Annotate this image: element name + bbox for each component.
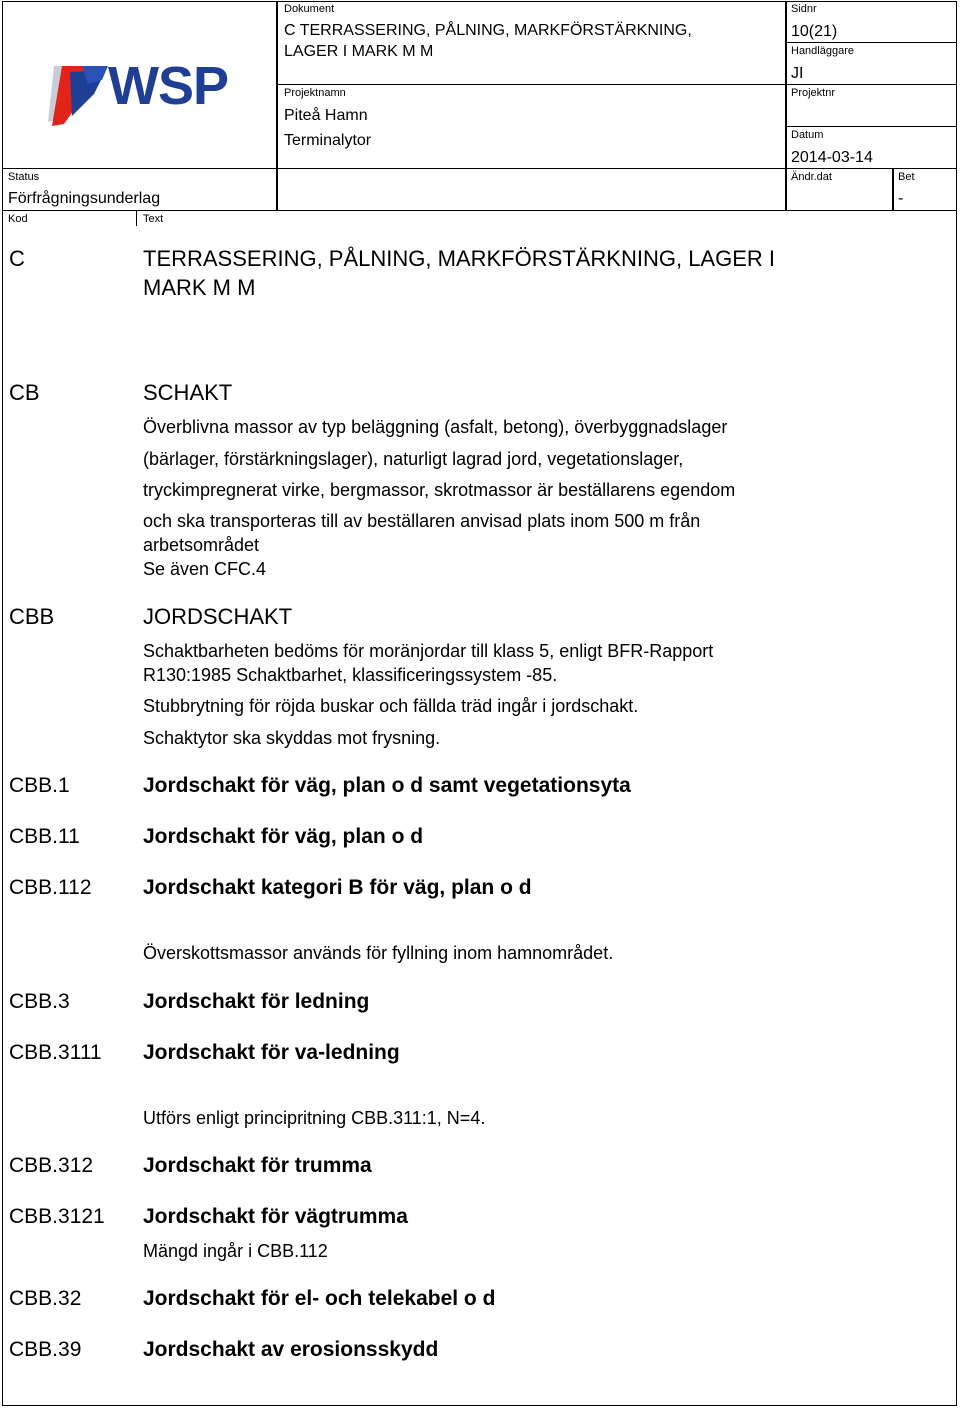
entry-body-line: tryckimpregnerat virke, bergmassor, skrotmassor är beställarens egendom: [143, 480, 736, 500]
entry-heading: Jordschakt för ledning: [143, 990, 370, 1013]
datum-label: Datum: [791, 129, 824, 141]
section-code: C: [9, 246, 25, 271]
entry-heading: Jordschakt för el- och telekabel o d: [143, 1287, 496, 1310]
header-divider: [786, 42, 957, 43]
header-divider: [276, 1, 278, 211]
entry-heading: Jordschakt för va-ledning: [143, 1041, 400, 1064]
entry-body-line: och ska transporteras till av beställaren anvisad plats inom 500 m från: [143, 511, 701, 531]
entry-body-line: arbetsområdet: [143, 535, 260, 555]
status-value: Förfrågningsunderlag: [8, 190, 161, 207]
entry-code: CBB.3: [9, 990, 70, 1013]
entry-heading: Jordschakt av erosionsskydd: [143, 1338, 439, 1361]
sidnr-label: Sidnr: [791, 3, 817, 15]
header-divider: [2, 210, 957, 211]
bet-label: Bet: [898, 171, 915, 183]
entry-heading: Jordschakt kategori B för väg, plan o d: [143, 876, 532, 899]
entry-body-line: R130:1985 Schaktbarhet, klassificeringssystem -85.: [143, 665, 558, 685]
section-title-line1: TERRASSERING, PÅLNING, MARKFÖRSTÄRKNING, LAGER I: [143, 246, 775, 271]
projektnamn-label: Projektnamn: [284, 87, 346, 99]
kod-text-divider: [136, 211, 137, 226]
entry-note: Överskottsmassor används för fyllning inom hamnområdet.: [143, 943, 614, 963]
entry-heading: JORDSCHAKT: [143, 604, 293, 629]
entry-body-line: Överblivna massor av typ beläggning (asfalt, betong), överbyggnadslager: [143, 417, 728, 437]
andrdat-label: Ändr.dat: [791, 171, 832, 183]
kod-label: Kod: [8, 213, 28, 225]
logo-text: WSP: [108, 56, 229, 116]
entry-heading: SCHAKT: [143, 380, 233, 405]
dokument-value-line1: C TERRASSERING, PÅLNING, MARKFÖRSTÄRKNING,: [284, 22, 692, 39]
datum-value: 2014-03-14: [791, 149, 873, 166]
entry-heading: Jordschakt för väg, plan o d: [143, 825, 424, 848]
entry-heading: Jordschakt för trumma: [143, 1154, 372, 1177]
text-label: Text: [143, 213, 164, 225]
dokument-label: Dokument: [284, 3, 335, 15]
header-divider: [786, 126, 957, 127]
sidnr-value: 10(21): [791, 23, 838, 40]
entry-heading: Jordschakt för väg, plan o d samt vegetationsyta: [143, 774, 631, 797]
entry-heading: Jordschakt för vägtrumma: [143, 1205, 408, 1228]
entry-code: CBB.32: [9, 1287, 82, 1310]
entry-code: CBB.11: [9, 825, 80, 848]
entry-code: CBB: [9, 604, 55, 629]
handlaggare-value: JI: [791, 65, 804, 82]
section-title-line2: MARK M M: [143, 275, 256, 300]
entry-body-line: Se även CFC.4: [143, 559, 267, 579]
header-divider: [277, 84, 957, 85]
entry-body-line: Schaktytor ska skyddas mot frysning.: [143, 728, 441, 748]
projektnr-label: Projektnr: [791, 87, 836, 99]
entry-body-line: Schaktbarheten bedöms för moränjordar till klass 5, enligt BFR-Rapport: [143, 641, 714, 661]
header-divider: [892, 168, 894, 211]
entry-code: CBB.312: [9, 1154, 94, 1177]
status-label: Status: [8, 171, 40, 183]
header-divider: [2, 168, 957, 169]
handlaggare-label: Handläggare: [791, 45, 854, 57]
header-divider: [785, 1, 787, 211]
entry-body-line: (bärlager, förstärkningslager), naturligt lagrad jord, vegetationslager,: [143, 449, 684, 469]
entry-code: CBB.112: [9, 876, 92, 899]
entry-code: CB: [9, 380, 40, 405]
entry-code: CBB.3121: [9, 1205, 105, 1228]
projektnamn-line2: Terminalytor: [284, 132, 372, 149]
bet-value: -: [898, 190, 904, 207]
dokument-value-line2: LAGER I MARK M M: [284, 43, 434, 60]
entry-body-line: Stubbrytning för röjda buskar och fällda träd ingår i jordschakt.: [143, 696, 639, 716]
entry-code: CBB.1: [9, 774, 70, 797]
entry-code: CBB.39: [9, 1338, 82, 1361]
entry-note: Mängd ingår i CBB.112: [143, 1241, 328, 1261]
wsp-logo: [44, 56, 240, 132]
entry-code: CBB.3111: [9, 1041, 102, 1064]
entry-note: Utförs enligt principritning CBB.311:1, N=4.: [143, 1108, 486, 1128]
projektnamn-line1: Piteå Hamn: [284, 107, 368, 124]
